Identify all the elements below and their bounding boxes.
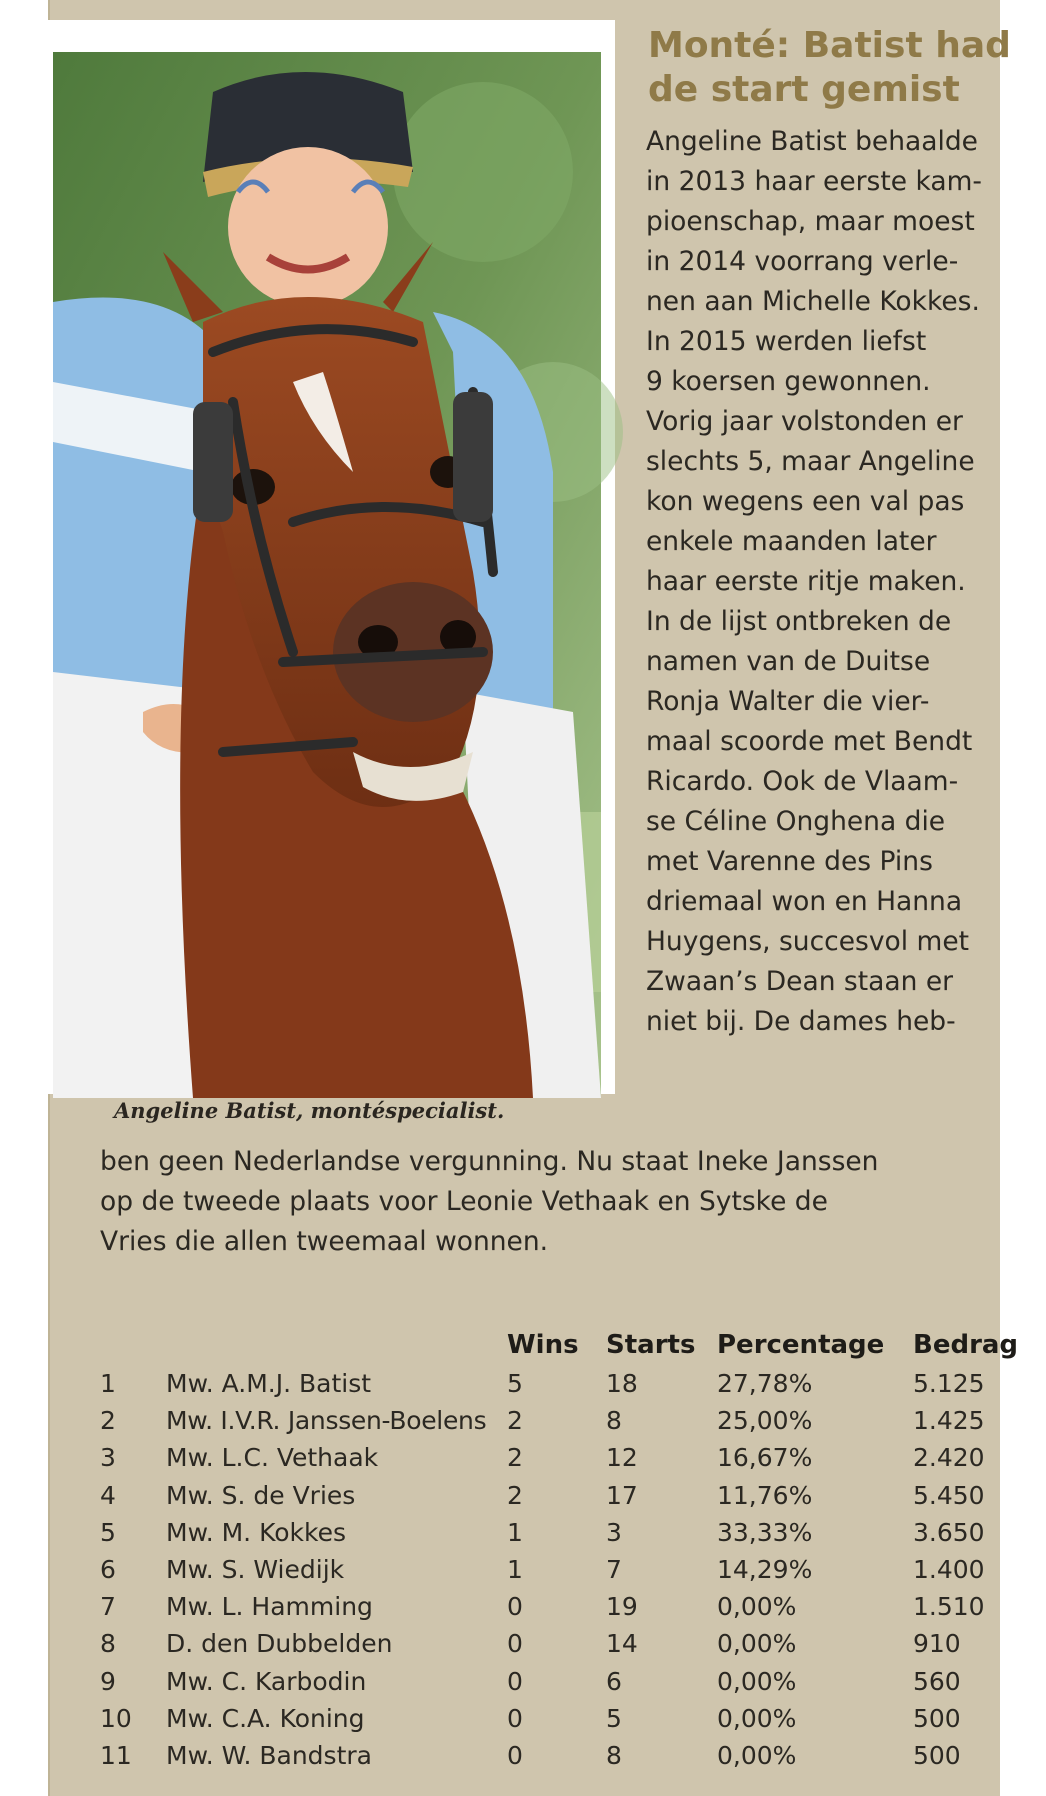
bedrag-cell: 3.650 bbox=[913, 1517, 985, 1547]
article-body-wide bbox=[100, 1142, 1046, 1262]
name-cell: Mw. S. Wiedijk bbox=[166, 1555, 345, 1585]
wins-cell: 5 bbox=[507, 1369, 523, 1399]
starts-cell: 8 bbox=[606, 1740, 622, 1770]
bedrag-cell: 560 bbox=[913, 1666, 961, 1696]
header-percentage: Percentage bbox=[717, 1330, 885, 1360]
name-cell: Mw. L. Hamming bbox=[166, 1592, 373, 1622]
article-body-column bbox=[646, 122, 1046, 1042]
table-row bbox=[100, 1365, 1030, 1402]
starts-cell: 17 bbox=[606, 1480, 638, 1510]
wins-cell: 2 bbox=[507, 1406, 523, 1436]
name-cell: Mw. W. Bandstra bbox=[166, 1740, 372, 1770]
percentage-cell: 0,00% bbox=[717, 1703, 797, 1733]
starts-cell: 3 bbox=[606, 1517, 622, 1547]
rank-cell: 11 bbox=[100, 1740, 132, 1770]
table-row bbox=[100, 1514, 1030, 1551]
table-row bbox=[100, 1551, 1030, 1588]
rank-cell: 5 bbox=[100, 1517, 116, 1547]
body-line: se Céline Onghena die bbox=[646, 806, 946, 837]
table-row bbox=[100, 1663, 1030, 1700]
body-line: driemaal won en Hanna bbox=[646, 886, 963, 917]
table-row bbox=[100, 1439, 1030, 1476]
name-cell: Mw. I.V.R. Janssen-Boelens bbox=[166, 1406, 487, 1436]
body-line: niet bij. De dames heb- bbox=[646, 1006, 956, 1037]
body-line: op de tweede plaats voor Leonie Vethaak en Sytske de bbox=[100, 1186, 828, 1217]
header-starts: Starts bbox=[606, 1330, 696, 1360]
name-cell: D. den Dubbelden bbox=[166, 1629, 393, 1659]
wins-cell: 2 bbox=[507, 1443, 523, 1473]
bedrag-cell: 2.420 bbox=[913, 1443, 985, 1473]
table-row bbox=[100, 1402, 1030, 1439]
bedrag-cell: 1.400 bbox=[913, 1555, 985, 1585]
body-line: namen van de Duitse bbox=[646, 646, 931, 677]
percentage-cell: 0,00% bbox=[717, 1666, 797, 1696]
body-line: Huygens, succesvol met bbox=[646, 926, 970, 957]
header-rank bbox=[100, 1325, 166, 1365]
header-bedrag: Bedrag bbox=[913, 1330, 1019, 1360]
percentage-cell: 27,78% bbox=[717, 1369, 813, 1399]
wins-cell: 2 bbox=[507, 1480, 523, 1510]
magazine-page bbox=[48, 0, 1019, 1796]
body-line: met Varenne des Pins bbox=[646, 846, 933, 877]
body-line: ben geen Nederlandse vergunning. Nu staat Ineke Janssen bbox=[100, 1146, 879, 1177]
body-line: Ricardo. Ook de Vlaam- bbox=[646, 766, 959, 797]
wins-cell: 1 bbox=[507, 1555, 523, 1585]
body-line: In 2015 werden liefst bbox=[646, 326, 927, 357]
body-line: in 2013 haar eerste kam- bbox=[646, 166, 982, 197]
rank-cell: 1 bbox=[100, 1369, 116, 1399]
rank-cell: 3 bbox=[100, 1443, 116, 1473]
percentage-cell: 16,67% bbox=[717, 1443, 813, 1473]
percentage-cell: 33,33% bbox=[717, 1517, 813, 1547]
name-cell: Mw. C.A. Koning bbox=[166, 1703, 365, 1733]
table-row bbox=[100, 1477, 1030, 1514]
rank-cell: 4 bbox=[100, 1480, 116, 1510]
bedrag-cell: 910 bbox=[913, 1629, 961, 1659]
percentage-cell: 14,29% bbox=[717, 1555, 813, 1585]
rank-cell: 7 bbox=[100, 1592, 116, 1622]
percentage-cell: 25,00% bbox=[717, 1406, 813, 1436]
starts-cell: 5 bbox=[606, 1703, 622, 1733]
body-line: Vries die allen tweemaal wonnen. bbox=[100, 1226, 549, 1257]
starts-cell: 18 bbox=[606, 1369, 638, 1399]
starts-cell: 6 bbox=[606, 1666, 622, 1696]
rank-cell: 8 bbox=[100, 1629, 116, 1659]
table-row bbox=[100, 1737, 1030, 1774]
body-line: In de lijst ontbreken de bbox=[646, 606, 952, 637]
percentage-cell: 0,00% bbox=[717, 1740, 797, 1770]
rank-cell: 10 bbox=[100, 1703, 132, 1733]
bedrag-cell: 500 bbox=[913, 1740, 961, 1770]
wins-cell: 0 bbox=[507, 1666, 523, 1696]
photo-frame bbox=[48, 20, 615, 1094]
photo-caption: Angeline Batist, montéspecialist. bbox=[114, 1098, 505, 1123]
bedrag-cell: 5.450 bbox=[913, 1480, 985, 1510]
bedrag-cell: 1.425 bbox=[913, 1406, 985, 1436]
name-cell: Mw. C. Karbodin bbox=[166, 1666, 367, 1696]
body-line: maal scoorde met Bendt bbox=[646, 726, 973, 757]
bedrag-cell: 500 bbox=[913, 1703, 961, 1733]
percentage-cell: 0,00% bbox=[717, 1629, 797, 1659]
bedrag-cell: 1.510 bbox=[913, 1592, 985, 1622]
starts-cell: 8 bbox=[606, 1406, 622, 1436]
starts-cell: 19 bbox=[606, 1592, 638, 1622]
wins-cell: 1 bbox=[507, 1517, 523, 1547]
rank-cell: 6 bbox=[100, 1555, 116, 1585]
wins-cell: 0 bbox=[507, 1629, 523, 1659]
name-cell: Mw. M. Kokkes bbox=[166, 1517, 346, 1547]
table-header-row bbox=[100, 1325, 1030, 1365]
bedrag-cell: 5.125 bbox=[913, 1369, 985, 1399]
table-row bbox=[100, 1700, 1030, 1737]
body-line: kon wegens een val pas bbox=[646, 486, 965, 517]
percentage-cell: 0,00% bbox=[717, 1592, 797, 1622]
name-cell: Mw. S. de Vries bbox=[166, 1480, 356, 1510]
starts-cell: 7 bbox=[606, 1555, 622, 1585]
starts-cell: 14 bbox=[606, 1629, 638, 1659]
jockey-horse-photo bbox=[53, 52, 601, 1098]
body-line: pioenschap, maar moest bbox=[646, 206, 975, 237]
body-line: nen aan Michelle Kokkes. bbox=[646, 286, 980, 317]
name-cell: Mw. A.M.J. Batist bbox=[166, 1369, 372, 1399]
body-line: 9 koersen gewonnen. bbox=[646, 366, 931, 397]
rank-cell: 2 bbox=[100, 1406, 116, 1436]
header-name bbox=[166, 1325, 507, 1365]
standings-table bbox=[100, 1325, 1030, 1774]
body-line: enkele maanden later bbox=[646, 526, 937, 557]
header-wins: Wins bbox=[507, 1330, 579, 1360]
body-line: Angeline Batist behaalde bbox=[646, 126, 978, 157]
article-headline: Monté: Batist had de start gemist bbox=[648, 25, 1011, 110]
table-row bbox=[100, 1588, 1030, 1625]
body-line: in 2014 voorrang verle- bbox=[646, 246, 959, 277]
body-line: slechts 5, maar Angeline bbox=[646, 446, 975, 477]
body-line: haar eerste ritje maken. bbox=[646, 566, 966, 597]
wins-cell: 0 bbox=[507, 1740, 523, 1770]
wins-cell: 0 bbox=[507, 1592, 523, 1622]
name-cell: Mw. L.C. Vethaak bbox=[166, 1443, 379, 1473]
body-line: Vorig jaar volstonden er bbox=[646, 406, 963, 437]
starts-cell: 12 bbox=[606, 1443, 638, 1473]
percentage-cell: 11,76% bbox=[717, 1480, 813, 1510]
body-line: Ronja Walter die vier- bbox=[646, 686, 930, 717]
body-line: Zwaan’s Dean staan er bbox=[646, 966, 954, 997]
wins-cell: 0 bbox=[507, 1703, 523, 1733]
rank-cell: 9 bbox=[100, 1666, 116, 1696]
table-row bbox=[100, 1625, 1030, 1662]
